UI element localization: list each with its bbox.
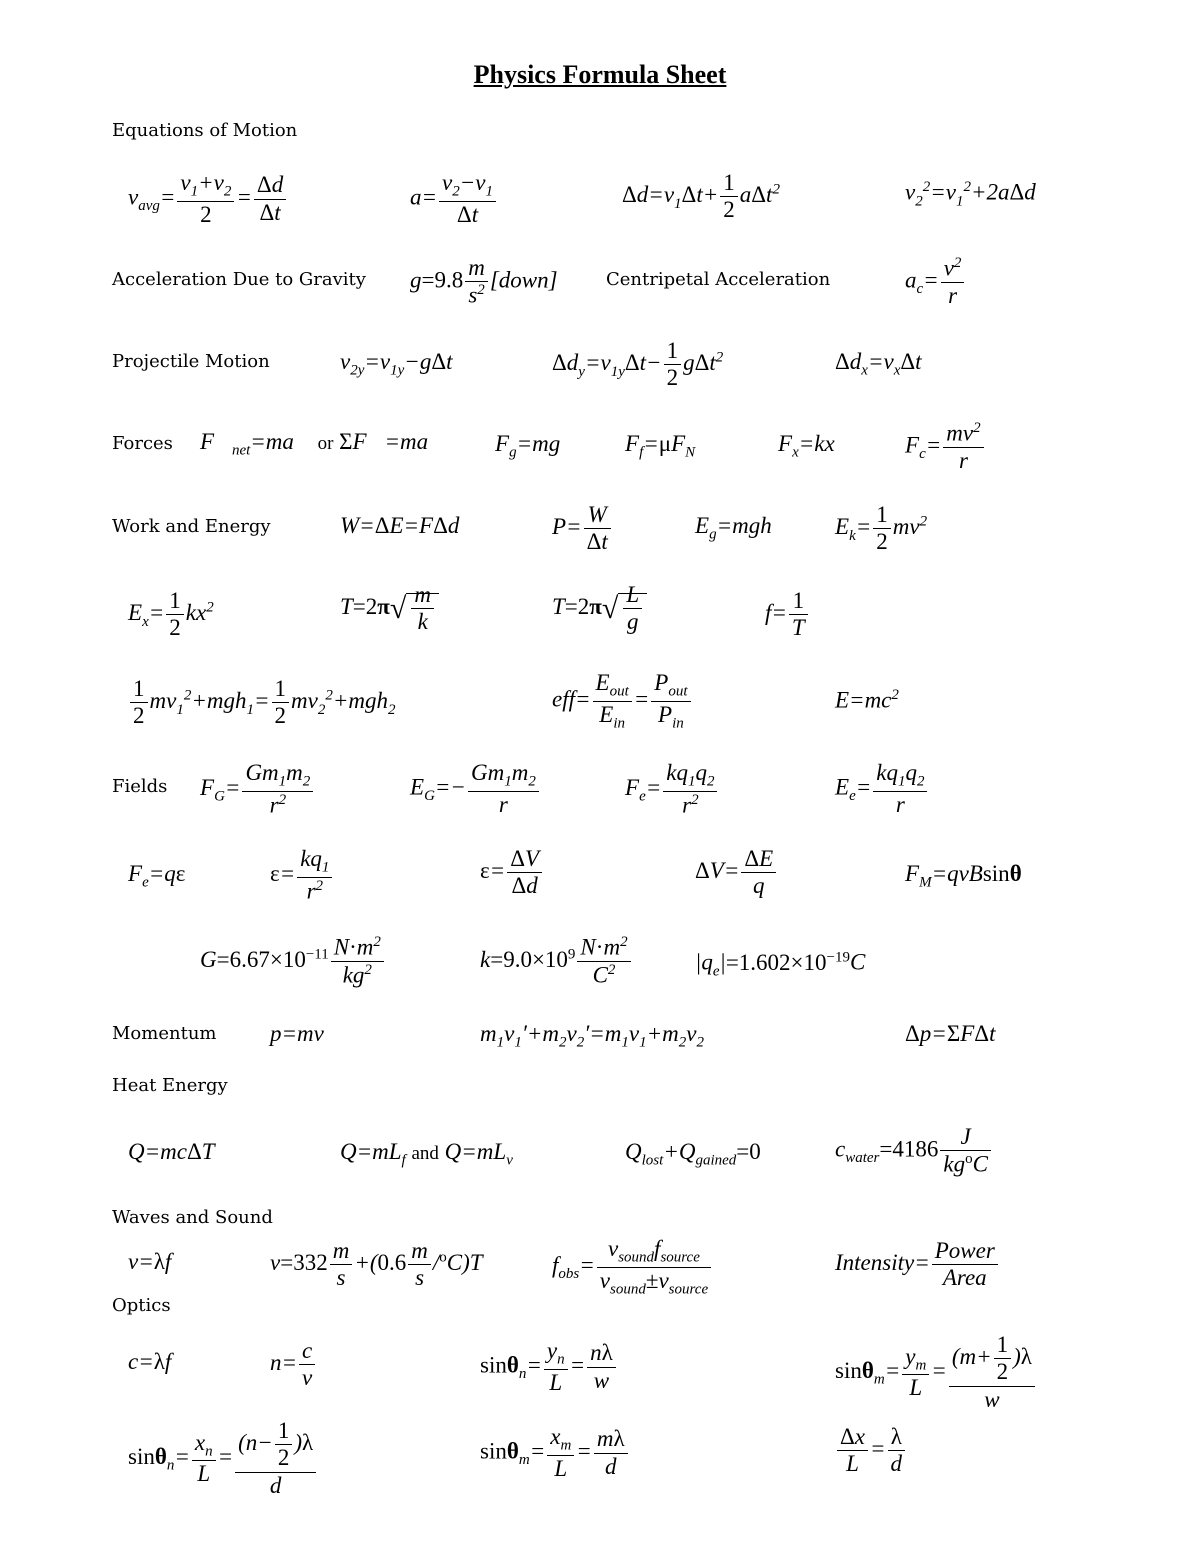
formula-spring-force: $F_x=kx$ (778, 431, 835, 461)
formula-power: P= $\frac{W}{\Delta t}$ (552, 502, 613, 556)
formula-gravitational-force: $F_G=$ $\frac{Gm_1m_2}{r^2}$ (200, 760, 315, 819)
formula-projectile-dx: $\Delta d_x=v_x\Delta t$ (835, 349, 922, 379)
formula-refractive-index: n= $\frac{c}{v}$ (270, 1338, 317, 1392)
formula-single-slit-dark: sinθ$_m$= $\frac{y_m}{L}$ = (m+ $\frac{1}{2}$ )λ w (835, 1332, 1037, 1413)
formula-energy-conservation: $\frac{1}{2}$ $mv_1^2+mgh_1=$ $\frac{1}{2}$ $mv_2^2+mgh_2$ (128, 676, 395, 730)
section-forces: Forces (112, 433, 173, 454)
formula-pendulum-period: T=2π√ $\frac{L}{g}$ (552, 582, 647, 636)
formula-sound-speed: v=332 $\frac{m}{s}$ +(0.6 $\frac{m}{s}$ /$^o$C)T (270, 1238, 483, 1291)
formula-displacement: $\Delta d=v_1\Delta t+$ $\frac{1}{2}$ aΔt$^2$ (622, 170, 780, 223)
formula-gravity-force: $F_g=mg$ (495, 431, 561, 461)
constant-water-specific-heat: $c_{water}=4186$ J $kg^oC$ (835, 1124, 993, 1179)
formula-double-slit-dark: sinθ$_n$= $\frac{x_n}{L}$ = (n− $\frac{1}{2}$ )λ d (128, 1418, 318, 1499)
section-centripetal: Centripetal Acceleration (606, 269, 831, 290)
section-projectile: Projectile Motion (112, 351, 270, 372)
formula-electric-energy: $E_e=$ $\frac{kq_1q_2}{r}$ (835, 760, 929, 818)
formula-electric-force: $F_e=$ $\frac{kq_1q_2}{r^2}$ (625, 760, 719, 819)
formula-doppler: $f_{obs}=$ $v_{sound}f_{source}$ $v_{sound}\pm v_{source}$ (552, 1236, 713, 1299)
formula-net-force: $F⃗_{net}=ma⃗$ or ΣF⃗=ma⃗ (200, 429, 446, 459)
formula-latent-heat: $Q=mL_f$ and $Q=mL_v$ (340, 1139, 513, 1169)
formula-efficiency: eff= $E_{out}$ $E_{in}$ = $P_{out}$ $P_{in}$ (552, 670, 693, 733)
page-title: Physics Formula Sheet (473, 60, 727, 89)
formula-work: W=ΔE=FΔd (340, 513, 460, 538)
formula-projectile-vy: $v_{2y}=v_{1y}-g\Delta t$ (340, 349, 453, 379)
formula-wave-speed: v=λf (128, 1249, 172, 1274)
formula-potential-energy: $E_g=mgh$ (695, 513, 772, 543)
formula-average-velocity: $v_{avg}=$ $\frac{v_1+v_2}{2}$ = $\frac{\Delta d}{\Delta t}$ (128, 170, 288, 228)
formula-gravity: g=9.8 $\frac{m}{s^2}$ [down] (410, 255, 558, 309)
formula-potential-difference: ΔV= $\frac{\Delta E}{q}$ (695, 846, 778, 900)
formula-light-speed: c=λf (128, 1349, 172, 1374)
formula-frequency: f= $\frac{1}{T}$ (765, 588, 810, 642)
formula-intensity: Intensity= Power Area (835, 1238, 1000, 1292)
section-equations-of-motion: Equations of Motion (112, 120, 298, 141)
formula-double-slit-bright: sinθ$_n$= $\frac{y_n}{L}$ = $\frac{n\lambda}{w}$ (480, 1338, 618, 1396)
formula-heat-balance: $Q_{lost}+Q_{gained}=0$ (625, 1139, 761, 1169)
section-optics: Optics (112, 1295, 171, 1316)
formula-diffraction-grating: sinθ$_m$= $\frac{x_m}{L}$ = $\frac{m\lambda}{d}$ (480, 1424, 630, 1482)
formula-fringe-spacing: $\frac{\Delta x}{L}$ = $\frac{\lambda}{d}$ (835, 1424, 907, 1478)
formula-heat: Q=mcΔT (128, 1139, 215, 1164)
formula-centripetal-acceleration: $a_c=$ $\frac{v^2}{r}$ (905, 255, 966, 310)
formula-field-strength: ε= $\frac{kq_1}{r^2}$ (270, 846, 334, 905)
formula-field-force: $F_e=q\varepsilon$ (128, 861, 186, 891)
formula-gravitational-energy: $E_G=-$ $\frac{Gm_1m_2}{r}$ (410, 760, 541, 818)
formula-friction: $F_f=\mu F_N$ (625, 431, 696, 461)
and-text: and (411, 1143, 439, 1164)
constant-elementary-charge: $|q_e|=1.602\times 10^{-19}C$ (695, 949, 866, 980)
formula-kinetic-energy: $E_k=$ $\frac{1}{2}$ $mv^2$ (835, 502, 928, 555)
formula-field-potential: ε= $\frac{\Delta V}{\Delta d}$ (480, 846, 544, 900)
section-fields: Fields (112, 776, 168, 797)
section-work-energy: Work and Energy (112, 516, 271, 537)
formula-momentum: p=mv (270, 1021, 324, 1046)
formula-mass-energy: $E=mc^2$ (835, 687, 899, 713)
constant-gravitational: $G=6.67\times 10^{-11}$ $\frac{N\cdot m^2}{kg^2}$ (200, 934, 386, 989)
formula-centripetal-force: $F_c=$ $\frac{mv^2}{r}$ (905, 420, 986, 475)
formula-projectile-dy: $\Delta d_y=v_{1y}\Delta t-$ $\frac{1}{2}$ gΔt$^2$ (552, 338, 724, 391)
section-gravity: Acceleration Due to Gravity (112, 269, 366, 290)
constant-coulomb: $k=9.0\times 10^9$ $\frac{N\cdot m^2}{C^2}$ (480, 934, 633, 989)
formula-magnetic-force: $F_M=qvBsin\theta$ (905, 861, 1022, 891)
section-momentum: Momentum (112, 1023, 217, 1044)
formula-impulse: Δp=ΣFΔt (905, 1021, 996, 1046)
formula-spring-energy: $E_x=$ $\frac{1}{2}$ $kx^2$ (128, 588, 214, 641)
or-text: or (317, 433, 334, 454)
formula-spring-period: T=2π√ $\frac{m}{k}$ (340, 582, 439, 636)
formula-velocity-squared: $v_2^2=v_1^2+2a\Delta d$ (905, 179, 1036, 210)
formula-momentum-conservation: $m_1v_1'+m_2v_2'=m_1v_1+m_2v_2$ (480, 1021, 704, 1051)
section-heat: Heat Energy (112, 1075, 228, 1096)
section-waves: Waves and Sound (112, 1207, 273, 1228)
formula-acceleration: a= $\frac{v_2-v_1}{\Delta t}$ (410, 170, 498, 228)
